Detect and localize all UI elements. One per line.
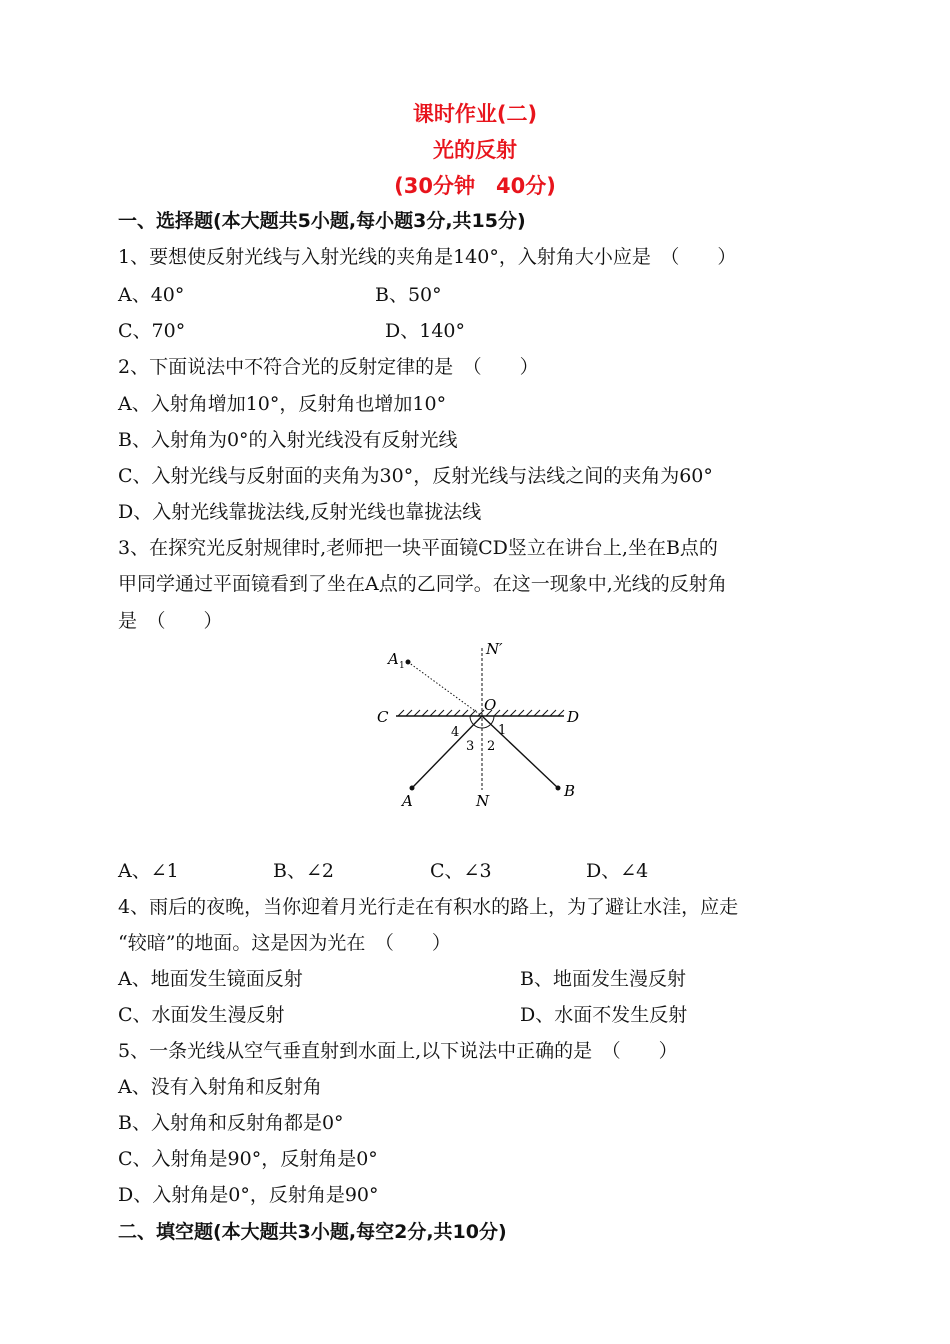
angle-arc-2 — [482, 725, 490, 728]
lesson-title: 光的反射 — [433, 138, 517, 162]
q5-option-b: B、入射角和反射角都是0° — [118, 1112, 344, 1134]
label-b: B — [564, 782, 576, 800]
section2-heading: 二、填空题(本大题共3小题,每空2分,共10分) — [118, 1221, 507, 1243]
label-1: 1 — [498, 723, 507, 738]
q4-stem-line1: 4、雨后的夜晚，当你迎着月光行走在有积水的路上，为了避让水洼，应走 — [118, 896, 739, 918]
section1-heading: 一、选择题(本大题共5小题,每小题3分,共15分) — [118, 210, 526, 232]
q5-stem: 5、一条光线从空气垂直射到水面上,以下说法中正确的是 （ ） — [118, 1040, 678, 1062]
label-4: 4 — [451, 725, 460, 740]
label-a1-sub: 1 — [399, 661, 405, 671]
point-a — [410, 786, 415, 791]
q4-option-a: A、地面发生镜面反射 — [118, 968, 303, 990]
q3-stem-line3: 是 （ ） — [118, 610, 223, 632]
label-o: O — [484, 696, 497, 714]
angle-arc-3 — [474, 725, 482, 728]
q1-option-d: D、140° — [385, 320, 465, 342]
q4-option-d: D、水面不发生反射 — [520, 1004, 688, 1026]
q1-option-c: C、70° — [118, 320, 186, 342]
q4-stem-line2: “较暗”的地面。这是因为光在 （ ） — [118, 932, 451, 954]
q5-option-a: A、没有入射角和反射角 — [118, 1076, 322, 1098]
reflection-diagram — [360, 640, 600, 815]
label-a1: A — [388, 650, 399, 668]
q1-stem: 1、要想使反射光线与入射光线的夹角是140°，入射角大小应是 （ ） — [118, 246, 737, 268]
q3-option-a: A、∠1 — [118, 860, 179, 882]
q2-option-c: C、入射光线与反射面的夹角为30°，反射光线与法线之间的夹角为60° — [118, 465, 713, 487]
q4-option-c: C、水面发生漫反射 — [118, 1004, 285, 1026]
q2-option-a: A、入射角增加10°，反射角也增加10° — [118, 393, 447, 415]
label-d: D — [567, 708, 580, 726]
label-c: C — [377, 708, 389, 726]
q2-option-b: B、入射角为0°的入射光线没有反射光线 — [118, 429, 458, 451]
point-a1 — [406, 660, 411, 665]
label-a: A — [402, 792, 413, 810]
q1-option-b: B、50° — [375, 284, 442, 306]
q3-option-c: C、∠3 — [430, 860, 492, 882]
time-score: (30分钟 40分) — [394, 174, 556, 198]
q3-stem-line1: 3、在探究光反射规律时,老师把一块平面镜CD竖立在讲台上,坐在B点的 — [118, 537, 718, 559]
mirror-hatching — [398, 710, 564, 716]
q4-option-b: B、地面发生漫反射 — [520, 968, 686, 990]
virtual-ray — [408, 662, 482, 716]
q2-stem: 2、下面说法中不符合光的反射定律的是 （ ） — [118, 356, 539, 378]
label-n: N — [476, 792, 490, 810]
label-3: 3 — [466, 739, 475, 754]
q3-option-d: D、∠4 — [586, 860, 649, 882]
q3-option-b: B、∠2 — [273, 860, 334, 882]
label-2: 2 — [487, 739, 496, 754]
q2-option-d: D、入射光线靠拢法线,反射光线也靠拢法线 — [118, 501, 482, 523]
q5-option-c: C、入射角是90°，反射角是0° — [118, 1148, 378, 1170]
q1-option-a: A、40° — [118, 284, 185, 306]
point-b — [556, 786, 561, 791]
angle-arc-4 — [470, 716, 474, 725]
q3-stem-line2: 甲同学通过平面镜看到了坐在A点的乙同学。在这一现象中,光线的反射角 — [118, 573, 727, 595]
q5-option-d: D、入射角是0°，反射角是90° — [118, 1184, 379, 1206]
worksheet-title: 课时作业(二) — [412, 102, 538, 126]
label-n-prime: N′ — [486, 640, 503, 658]
